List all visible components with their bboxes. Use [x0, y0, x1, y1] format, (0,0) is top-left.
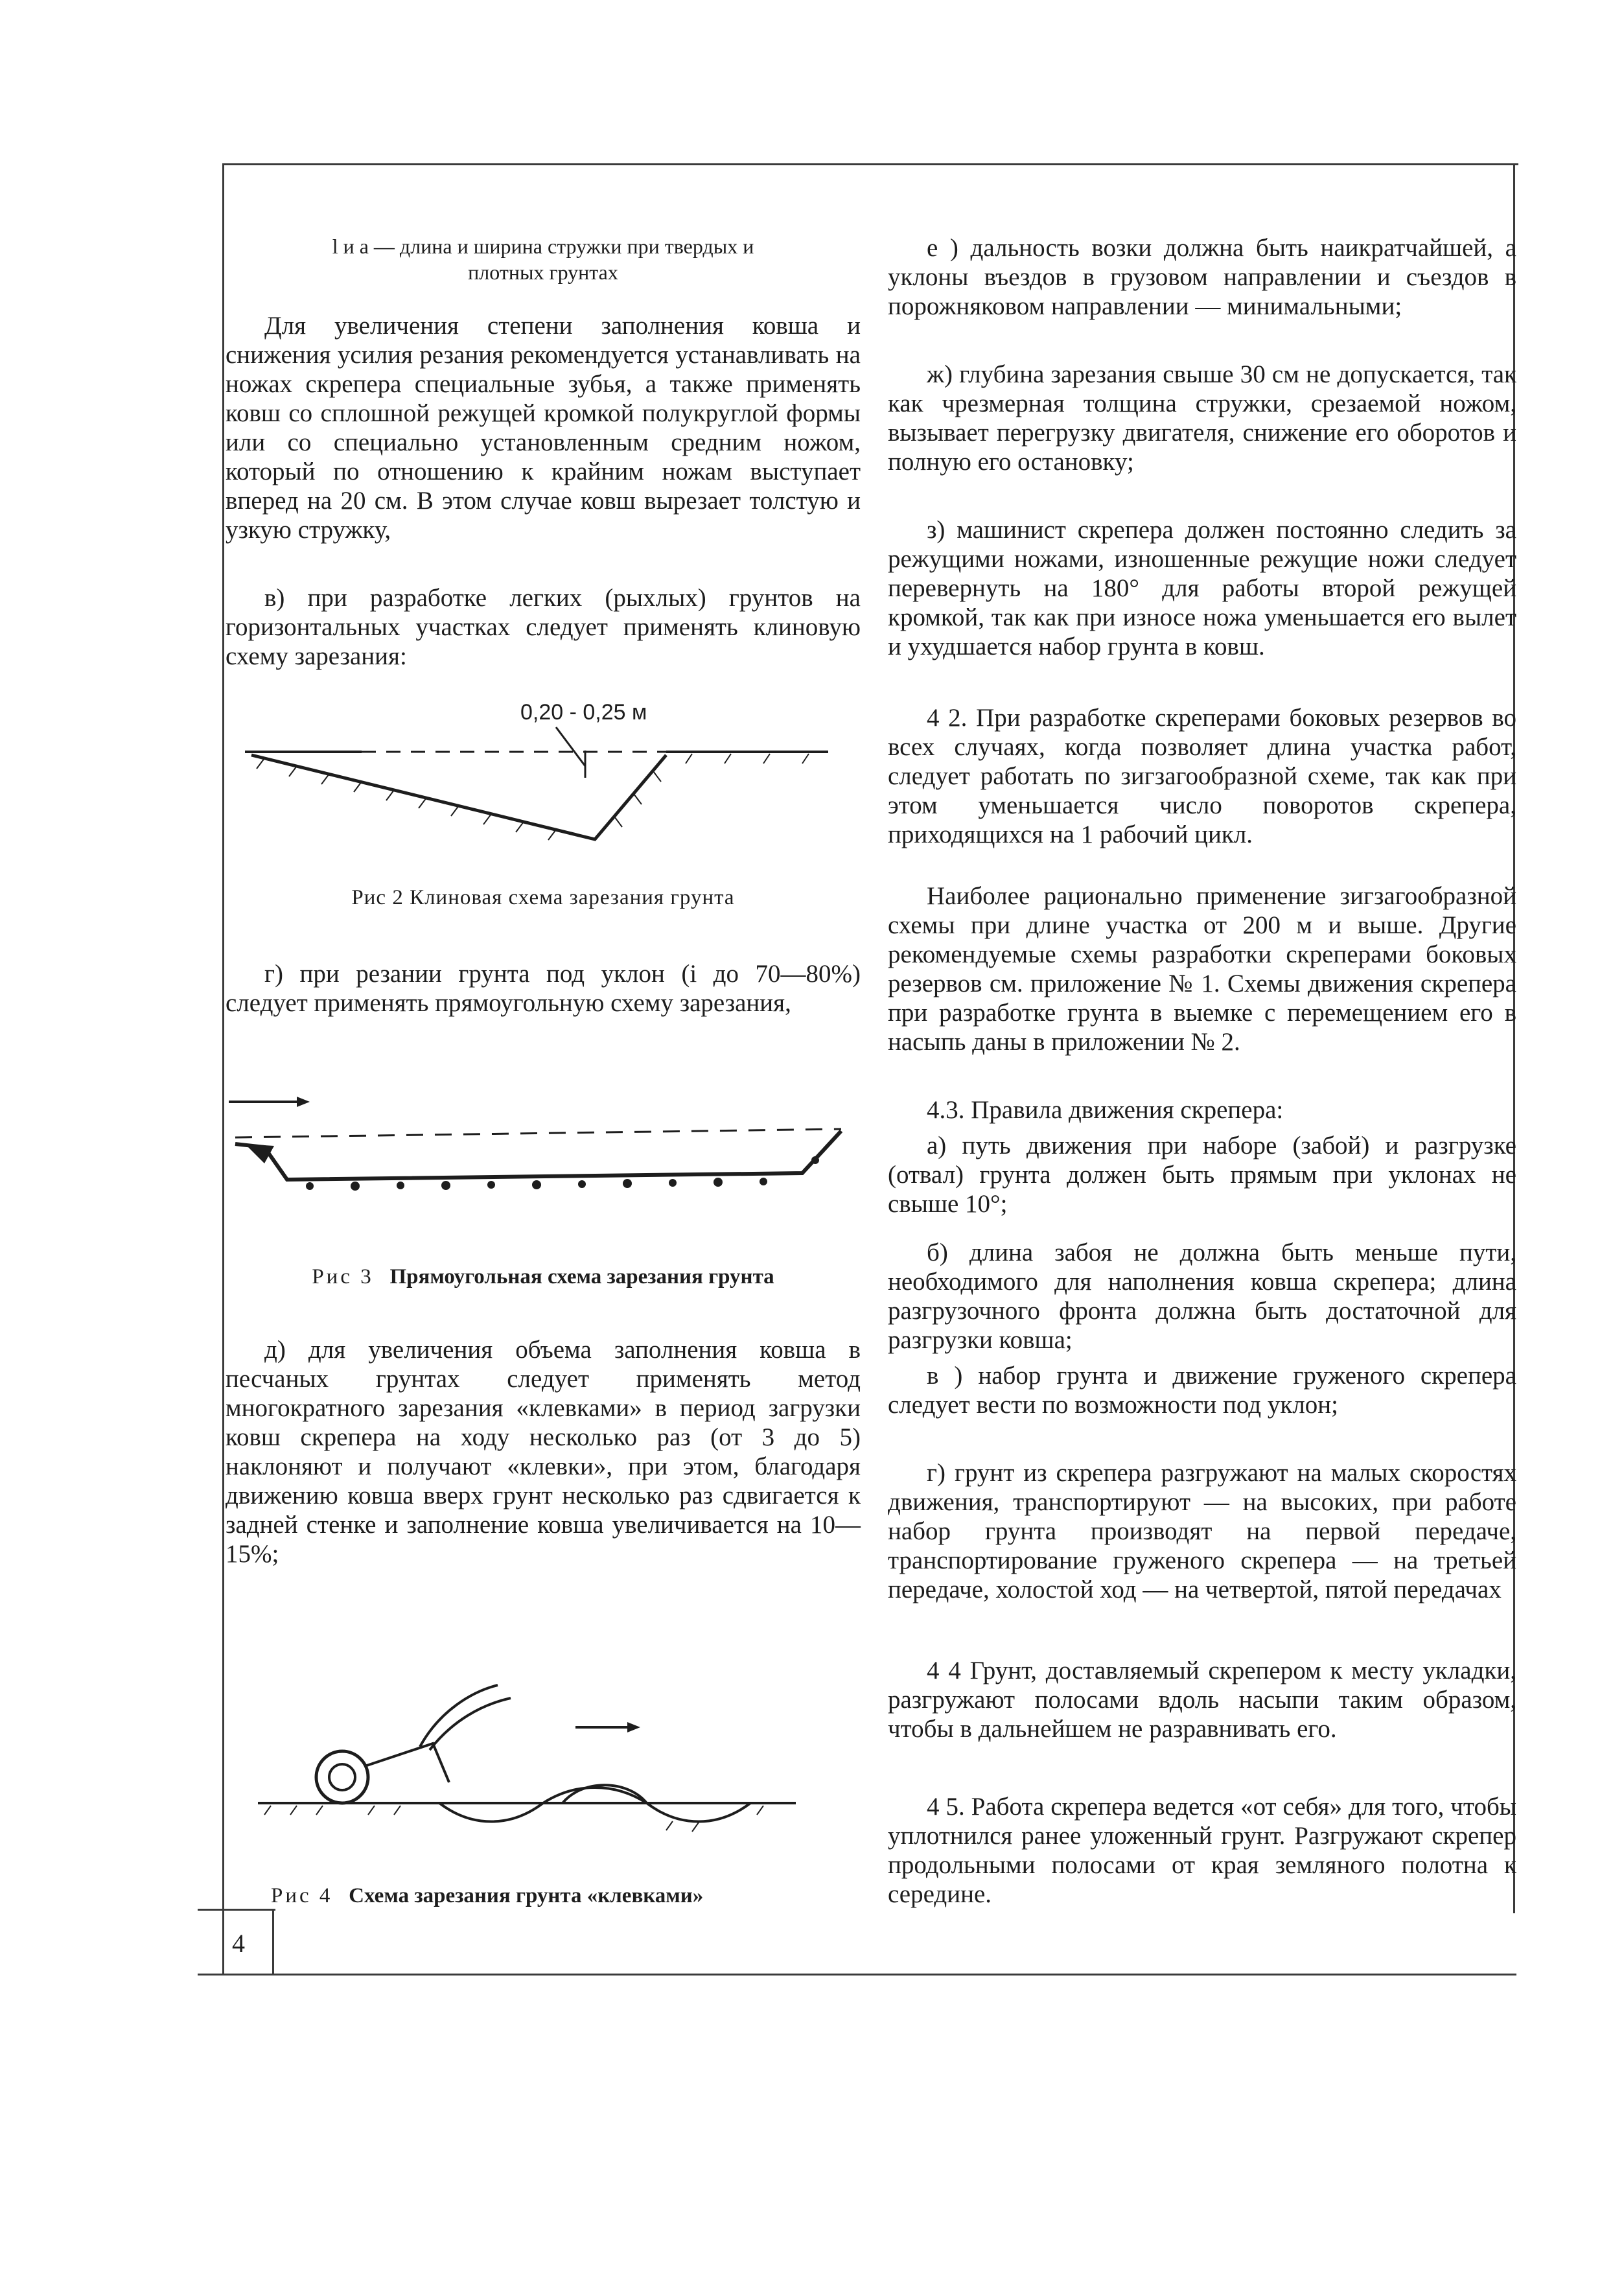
fig3-cut-profile — [235, 1131, 841, 1180]
paragraph-rational-zigzag: Наиболее рационально применение зигзагообразной схемы при длине участка от 200 м и выше. Другие рекомендуемые схемы разработки скреперами боковых резервов см. приложение № 1. Схемы движения скрепера при разработке грунта в выемке с перемещением его в насыпь даны в приложении № 2. — [888, 882, 1516, 1056]
figure-3-rectangular-scheme — [226, 1082, 861, 1212]
fig4-wheel-outer — [316, 1751, 368, 1803]
fig3-caption-prefix: Рис 3 — [312, 1265, 374, 1288]
paragraph-4-5-compaction: 4 5. Работа скрепера ведется «от себя» для того, чтобы уплотнился ранее уложенный грунт. Разгружают скрепер продольными полосами от края земляного полотна к середине. — [888, 1793, 1516, 1908]
frame-left-line — [222, 163, 224, 1975]
fig2-leader-line — [556, 727, 585, 766]
figure-4-pecking-scheme — [226, 1633, 861, 1860]
fig4-pecking-wave — [439, 1788, 750, 1822]
fig4-caption — [226, 1883, 861, 1909]
fig2-caption: Рис 2 Клиновая схема зарезания грунта — [351, 886, 735, 909]
paragraph-a-travel-path: а) путь движения при наборе (забой) и разгрузке (отвал) грунта должен быть прямым при уклонах не свыше 10°; — [888, 1132, 1516, 1218]
fig2-hatching — [257, 754, 809, 840]
fig2-wedge-profile — [251, 755, 666, 839]
fig2-dimension-label: 0,20 - 0,25 м — [520, 700, 647, 725]
fig4-caption-prefix: Рис 4 — [271, 1884, 333, 1907]
frame-top-line — [222, 163, 1518, 165]
top-note: l и a — длина и ширина стружки при твердых и плотных грунтах — [332, 235, 754, 284]
fig4-wheel-inner — [329, 1764, 355, 1790]
figure-2-wedge-scheme — [226, 693, 861, 888]
paragraph-g-speeds: г) грунт из скрепера разгружают на малых скоростях движения, транспортируют — на высоких, при работе набор грунта производят на первой передаче, транспортирование груженого скрепера — на третьей передаче, холостой ход — на четвертой, пятой передачах — [888, 1459, 1516, 1603]
fig4-arrow-head — [627, 1722, 640, 1732]
paragraph-v-light-soils: в) при разработке легких (рыхлых) грунтов на горизонтальных участках следует применять клиновую схему зарезания: — [226, 584, 861, 670]
paragraph-4-2-zigzag: 4 2. При разработке скреперами боковых резервов во всех случаях, когда позволяет длина участка работ, следует работать по зигзагообразной схеме, так как при этом уменьшается число поворотов скрепера, приходящихся на 1 рабочий цикл. — [888, 704, 1516, 848]
paragraph-zh-cut-depth: ж) глубина зарезания свыше 30 см не допускается, так как чрезмерная толщина стружки, срезаемой ножом, вызывает перегрузку двигателя, снижение его оборотов и полную его остановку; — [888, 360, 1516, 476]
paragraph-b-face-length: б) длина забоя не должна быть меньше пути, необходимого для наполнения ковша скрепера; длина разгрузочного фронта должна быть достаточной для разгрузки ковша; — [888, 1239, 1516, 1354]
paragraph-increase-fill: Для увеличения степени заполнения ковша и снижения усилия резания рекомендуется устанавливать на ножах скрепера специальные зубья, а также применять ковш со сплошной режущей кромкой полукруглой формы или со специально установленным средним ножом, который по отношению к крайним ножам выступает вперед на 20 см. В этом случае ковш вырезает толстую и узкую стружку, — [226, 312, 861, 544]
frame-bottom-line — [198, 1974, 1516, 1975]
paragraph-z-knives: з) машинист скрепера должен постоянно следить за режущими ножами, изношенные режущие ножи следует перевернуть на 180° для работы второй режущей кромкой, так как при износе ножа уменьшается его вылет и ухудшается набор грунта в ковш. — [888, 516, 1516, 660]
fig4-scraper-frame — [365, 1743, 449, 1782]
page-number-box-top — [198, 1909, 275, 1911]
paragraph-g-slope-cutting: г) при резании грунта под уклон (i до 70—80%) следует применять прямоугольную схему зарезания, — [226, 960, 861, 1017]
fig4-drawbar — [420, 1685, 498, 1747]
paragraph-e-haul-distance: е ) дальность возки должна быть наикратчайшей, а уклоны въездов в грузовом направлении и съездов в порожняковом направлении — минимальными; — [888, 234, 1516, 320]
fig4-drawbar-2 — [430, 1698, 511, 1750]
fig3-caption — [226, 1264, 861, 1290]
fig4-caption-text: Схема зарезания грунта «клевками» — [349, 1884, 704, 1907]
page-number: 4 — [232, 1929, 245, 1958]
paragraph-d-multi-cut: д) для увеличения объема заполнения ковша в песчаных грунтах следует применять метод многократного зарезания «клевками» в период загрузки ковш скрепера на ходу несколько раз (от 3 до 5) наклоняют и получают «клевки», при этом, благодаря движению ковша вверх грунт несколько раз сдвигается к задней стенке и заполнение ковша увеличивается на 10—15%; — [226, 1336, 861, 1568]
fig3-arrow-head — [297, 1097, 310, 1107]
paragraph-4-4-unloading: 4 4 Грунт, доставляемый скрепером к месту укладки, разгружают полосами вдоль насыпи таким образом, чтобы в дальнейшем не разравнивать его. — [888, 1657, 1516, 1743]
fig3-caption-text: Прямоугольная схема зарезания грунта — [389, 1265, 774, 1288]
fig3-bucket-knife — [245, 1144, 274, 1163]
page-number-box-right — [272, 1909, 274, 1974]
fig3-dashed-line — [235, 1129, 841, 1137]
paragraph-v-downhill: в ) набор грунта и движение груженого скрепера следует вести по возможности под уклон; — [888, 1362, 1516, 1419]
paragraph-4-3-rules: 4.3. Правила движения скрепера: — [927, 1096, 1284, 1124]
